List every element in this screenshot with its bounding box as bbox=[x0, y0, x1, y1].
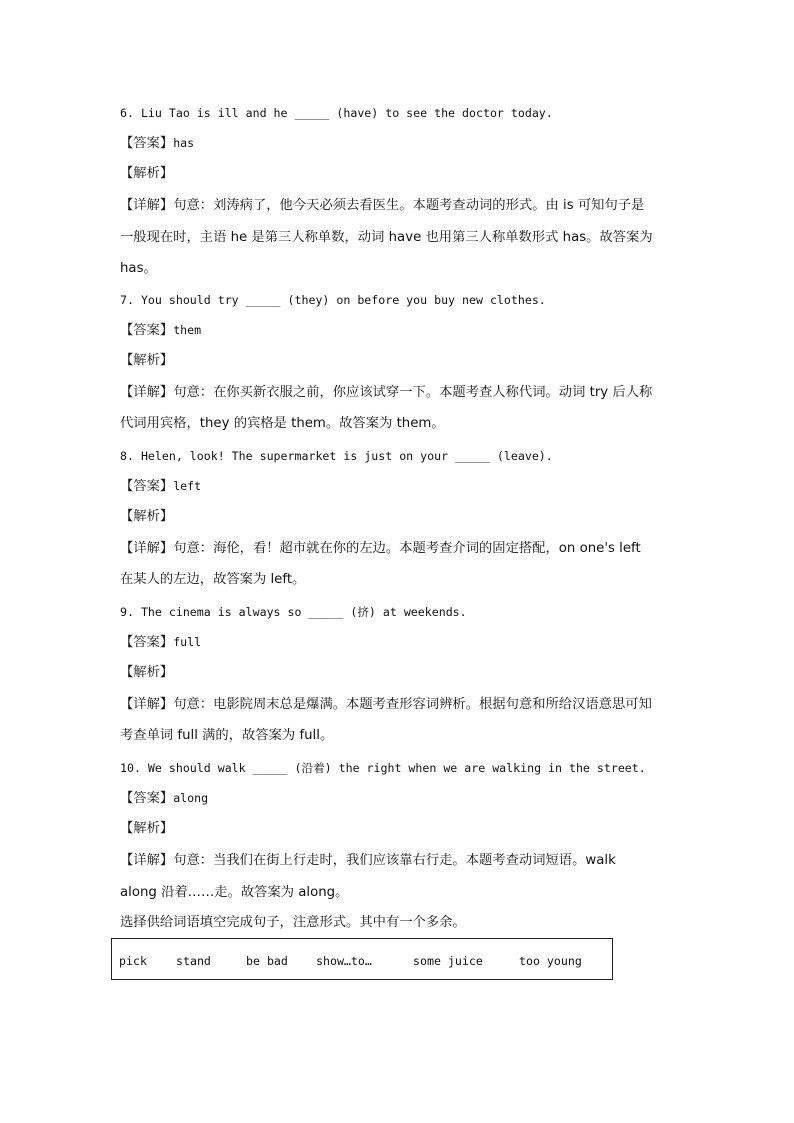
detail-label: 【详解】 bbox=[120, 853, 174, 868]
detail-label: 【详解】 bbox=[120, 541, 174, 556]
question-6-answer-row bbox=[120, 135, 194, 152]
word-bank-item: too young bbox=[519, 954, 582, 968]
question-7-detail-line-2: 代词用宾格，they 的宾格是 them。故答案为 them。 bbox=[120, 416, 445, 431]
word-bank-box bbox=[111, 938, 613, 980]
question-10-stem: 10. We should walk _____ (沿着) the right when we are walking in the street. bbox=[120, 761, 646, 775]
answer-label: 【答案】 bbox=[120, 479, 174, 494]
word-bank-item: pick bbox=[119, 954, 147, 968]
question-10-detail-line-2: along 沿着……走。故答案为 along。 bbox=[120, 885, 349, 900]
question-6-detail-line-1: 【详解】句意：刘涛病了，他今天必须去看医生。本题考查动词的形式。由 is 可知句子是 bbox=[120, 198, 645, 213]
question-6-stem: 6. Liu Tao is ill and he _____ (have) to see the doctor today. bbox=[120, 106, 553, 120]
question-8-detail-line-2: 在某人的左边，故答案为 left。 bbox=[120, 572, 306, 587]
question-9-detail-line-2: 考查单词 full 满的，故答案为 full。 bbox=[120, 728, 334, 743]
word-bank-item: stand bbox=[176, 954, 211, 968]
question-6-detail-line-2: 一般现在时，主语 he 是第三人称单数，动词 have 也用第三人称单数形式 has。故答案为 bbox=[120, 230, 653, 245]
question-6-detail-line-3: has。 bbox=[120, 261, 157, 276]
section-instruction: 选择供给词语填空完成句子，注意形式。其中有一个多余。 bbox=[120, 915, 466, 930]
analysis-label: 【解析】 bbox=[120, 353, 174, 368]
word-bank-item: show…to… bbox=[316, 954, 372, 968]
question-9-stem: 9. The cinema is always so _____ (挤) at weekends. bbox=[120, 605, 467, 619]
question-6-answer: has bbox=[173, 136, 195, 150]
answer-label: 【答案】 bbox=[120, 323, 174, 338]
question-10-answer: along bbox=[173, 791, 209, 805]
detail-label: 【详解】 bbox=[120, 198, 174, 213]
question-7-stem: 7. You should try _____ (they) on before you buy new clothes. bbox=[120, 293, 546, 307]
question-8-detail-line-1: 【详解】句意：海伦，看！超市就在你的左边。本题考查介词的固定搭配，on one's left bbox=[120, 541, 641, 556]
question-7-answer-row bbox=[120, 322, 201, 339]
question-9-answer: full bbox=[173, 635, 202, 649]
word-bank-item: be bad bbox=[246, 954, 288, 968]
question-10-answer-row bbox=[120, 790, 208, 807]
answer-label: 【答案】 bbox=[120, 791, 174, 806]
question-9-answer-row bbox=[120, 634, 201, 651]
question-7-answer: them bbox=[173, 323, 202, 337]
question-9-detail-line-1: 【详解】句意：电影院周末总是爆满。本题考查形容词辨析。根据句意和所给汉语意思可知 bbox=[120, 697, 652, 712]
answer-label: 【答案】 bbox=[120, 635, 174, 650]
question-10-detail-line-1: 【详解】句意：当我们在街上行走时，我们应该靠右行走。本题考查动词短语。walk bbox=[120, 853, 616, 868]
detail-label: 【详解】 bbox=[120, 385, 174, 400]
analysis-label: 【解析】 bbox=[120, 509, 174, 524]
question-8-answer-row bbox=[120, 478, 201, 495]
question-7-detail-line-1: 【详解】句意：在你买新衣服之前，你应该试穿一下。本题考查人称代词。动词 try 后人称 bbox=[120, 385, 653, 400]
question-8-answer: left bbox=[173, 479, 202, 493]
answer-label: 【答案】 bbox=[120, 136, 174, 151]
analysis-label: 【解析】 bbox=[120, 821, 174, 836]
analysis-label: 【解析】 bbox=[120, 166, 174, 181]
question-8-stem: 8. Helen, look! The supermarket is just on your _____ (leave). bbox=[120, 449, 553, 463]
detail-label: 【详解】 bbox=[120, 697, 174, 712]
word-bank-item: some juice bbox=[413, 954, 483, 968]
analysis-label: 【解析】 bbox=[120, 665, 174, 680]
